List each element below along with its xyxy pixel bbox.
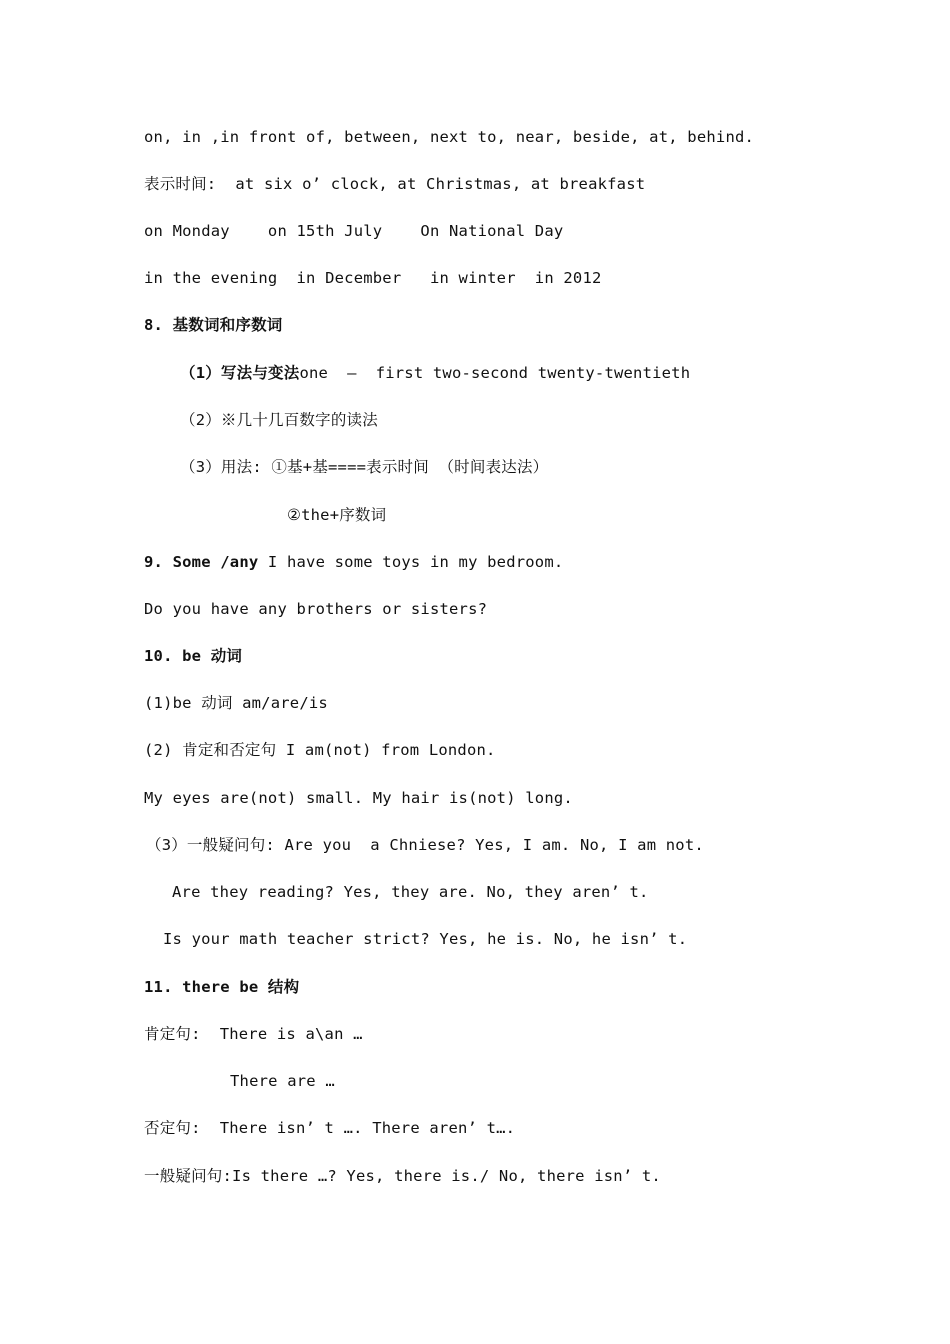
section-10-item-3-example-1: Are they reading? Yes, they are. No, they aren’ t.: [172, 883, 649, 901]
section-11-question: 一般疑问句:Is there …? Yes, there is./ No, there isn’ t.: [144, 1167, 661, 1185]
section-9-example-2: Do you have any brothers or sisters?: [144, 600, 488, 618]
section-8-heading: 8. 基数词和序数词: [144, 316, 283, 334]
section-9-example: I have some toys in my bedroom.: [258, 553, 564, 571]
section-8-item-1-text: one – first two-second twenty-twentieth: [299, 364, 691, 382]
section-10-heading: 10. be 动词: [144, 647, 243, 665]
prepositions-place-line: on, in ,in front of, between, next to, near, beside, at, behind.: [144, 128, 755, 146]
time-expressions-in-line: in the evening in December in winter in 2012: [144, 269, 602, 287]
section-11-heading: 11. there be 结构: [144, 978, 300, 996]
section-11-affirmative: 肯定句: There is a\an …: [144, 1025, 363, 1043]
time-expressions-at-line: 表示时间: at six o’ clock, at Christmas, at breakfast: [144, 175, 646, 193]
section-10-item-3: （3）一般疑问句: Are you a Chniese? Yes, I am. No, I am not.: [146, 836, 704, 854]
time-expressions-on-line: on Monday on 15th July On National Day: [144, 222, 564, 240]
section-10-item-2-example: My eyes are(not) small. My hair is(not) long.: [144, 789, 573, 807]
section-10-item-1: (1)be 动词 am/are/is: [144, 694, 328, 712]
section-8-item-1-label: （1）写法与变法: [180, 364, 300, 382]
section-8-item-3-sub: ②the+序数词: [287, 506, 387, 524]
section-9-heading: 9. Some /any: [144, 553, 259, 571]
section-11-affirmative-plural: There are …: [230, 1072, 335, 1090]
section-8-item-1: [180, 363, 690, 383]
section-10-item-3-example-2: Is your math teacher strict? Yes, he is. No, he isn’ t.: [163, 930, 688, 948]
section-11-negative: 否定句: There isn’ t …. There aren’ t….: [144, 1119, 516, 1137]
section-10-item-2: (2) 肯定和否定句 I am(not) from London.: [144, 741, 496, 759]
section-9-line: [144, 552, 563, 572]
section-8-item-3: （3）用法: ①基+基====表示时间 （时间表达法）: [180, 458, 549, 476]
section-8-item-2: （2）※几十几百数字的读法: [180, 411, 378, 429]
